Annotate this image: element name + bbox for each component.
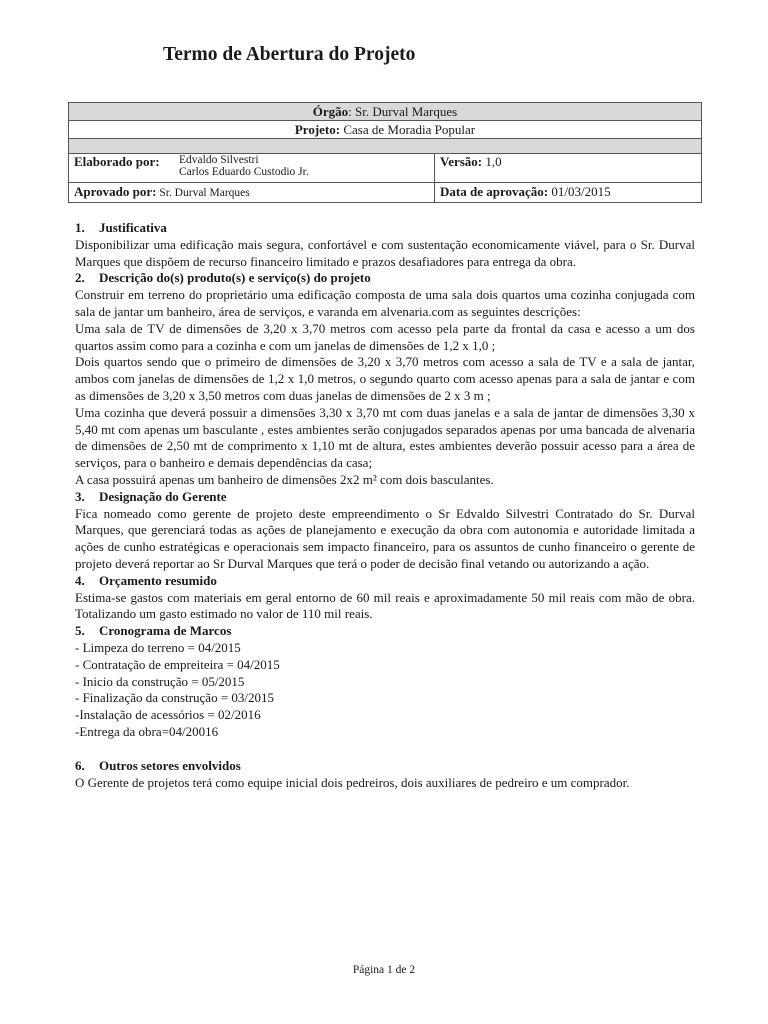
aprovado-row xyxy=(69,183,702,203)
orgao-cell xyxy=(69,103,702,121)
elaborado-cell xyxy=(69,154,435,183)
section-paragraph: Uma sala de TV de dimensões de 3,20 x 3,70 metros com acesso pela parte da frontal da casa e acesso a um dos quartos assim como para a cozinha e com um janelas de dimensões de 1,2 x 1,0 ; xyxy=(75,320,695,353)
orgao-row xyxy=(69,103,702,121)
section-paragraph: Dois quartos sendo que o primeiro de dimensões de 3,20 x 3,70 metros com acesso a sala de TV e a sala de jantar, ambos com janelas de dimensões de 1,2 x 1,0 metros, o segundo quarto com acesso apenas para a sala de jantar e com as dimensões de 3,20 x 3,50 metros com duas janelas de dimensões de 2 x 3 m ; xyxy=(75,354,695,403)
spacer-cell xyxy=(69,139,702,154)
data-aprovacao-label: Data de aprovação: xyxy=(440,184,549,199)
projeto-value: Casa de Moradia Popular xyxy=(340,122,476,137)
elaborado-names xyxy=(179,154,309,178)
elaborado-row xyxy=(69,154,702,183)
data-aprovacao-cell xyxy=(435,183,702,203)
section-heading: 2. Descrição do(s) produto(s) e serviço(s) do projeto xyxy=(75,270,371,286)
section-heading: 6. Outros setores envolvidos xyxy=(75,757,241,773)
versao-value: 1,0 xyxy=(482,154,502,169)
section-paragraph: Disponibilizar uma edificação mais segura, confortável e com sustentação economicamente viável, para o Sr. Durval Marques que dispõem de recurso financeiro limitado e prazos desafiadores para entrega da obra. xyxy=(75,236,695,269)
milestone-list xyxy=(75,640,695,741)
data-aprovacao-value: 01/03/2015 xyxy=(548,184,611,199)
section-heading: 3. Designação do Gerente xyxy=(75,488,227,504)
list-item: -Instalação de acessórios = 02/2016 xyxy=(75,707,261,723)
list-item: - Contratação de empreiteira = 04/2015 xyxy=(75,656,280,672)
aprovado-value: Sr. Durval Marques xyxy=(156,187,250,199)
projeto-cell xyxy=(69,121,702,139)
projeto-label: Projeto: xyxy=(294,122,341,137)
section-paragraph: A casa possuirá apenas um banheiro de dimensões 2x2 m² com dois basculantes. xyxy=(75,471,494,487)
list-item: - Limpeza do terreno = 04/2015 xyxy=(75,639,241,655)
orgao-label: Órgão xyxy=(312,104,349,119)
section-paragraph: Fica nomeado como gerente de projeto deste empreendimento o Sr Edvaldo Silvestri Contratado do Sr. Durval Marques, que gerenciará todas as ações de planejamento e execução da obra com autonomia e autoridade limitada a ações de cunho estratégicas e operacionais sem impacto financeiro, para os assuntos de cunho financeiro o gerente de projeto deverá reportar ao Sr Durval Marques que terá o poder de decisão final vetando ou autorizando a ação. xyxy=(75,505,695,571)
projeto-row xyxy=(69,121,702,139)
author-name: Carlos Eduardo Custodio Jr. xyxy=(179,166,309,178)
aprovado-label: Aprovado por: xyxy=(74,184,157,199)
section-paragraph: Uma cozinha que deverá possuir a dimensões 3,30 x 3,70 mt com duas janelas e a sala de jantar de dimensões 3,30 x 5,40 mt com apenas um basculante , estes ambientes serão conjugados separados apenas por uma bancada de alvenaria de dimensões de 2,50 mt de comprimento x 1,10 mt de altura, estes ambientes deverão possuir acesso para a área de serviços, para o banheiro e demais dependências da casa; xyxy=(75,404,695,471)
spacer xyxy=(75,741,695,758)
versao-cell xyxy=(435,154,702,183)
section-paragraph: Estima-se gastos com materiais em geral entorno de 60 mil reais e aproximadamente 50 mil reais com mão de obra. Totalizando um gasto estimado no valor de 110 mil reais. xyxy=(75,589,695,622)
section-paragraph: Construir em terreno do proprietário uma edificação composta de uma sala dois quartos uma cozinha conjugada com sala de jantar um banheiro, área de serviços, e varanda em alvenaria.com as seguintes descrições: xyxy=(75,287,695,319)
section-heading: 5. Cronograma de Marcos xyxy=(75,623,232,639)
section-paragraph: O Gerente de projetos terá como equipe inicial dois pedreiros, dois auxiliares de pedreiro e um comprador. xyxy=(75,774,630,790)
list-item: - Finalização da construção = 03/2015 xyxy=(75,690,275,706)
author-name: Edvaldo Silvestri xyxy=(179,154,259,166)
spacer-row xyxy=(69,139,702,154)
section-heading: 4. Orçamento resumido xyxy=(75,572,217,588)
document-body xyxy=(75,220,695,791)
aprovado-cell xyxy=(69,183,435,203)
orgao-value: : Sr. Durval Marques xyxy=(348,104,458,119)
section-heading: 1. Justificativa xyxy=(75,220,167,235)
document-title: Termo de Abertura do Projeto xyxy=(163,44,416,65)
versao-label: Versão: xyxy=(440,154,483,169)
list-item: - Inicio da construção = 05/2015 xyxy=(75,673,245,689)
elaborado-label: Elaborado por: xyxy=(74,154,160,169)
list-item: -Entrega da obra=04/20016 xyxy=(75,723,219,739)
page-number: Página 1 de 2 xyxy=(352,964,416,976)
project-header-table xyxy=(68,102,702,203)
